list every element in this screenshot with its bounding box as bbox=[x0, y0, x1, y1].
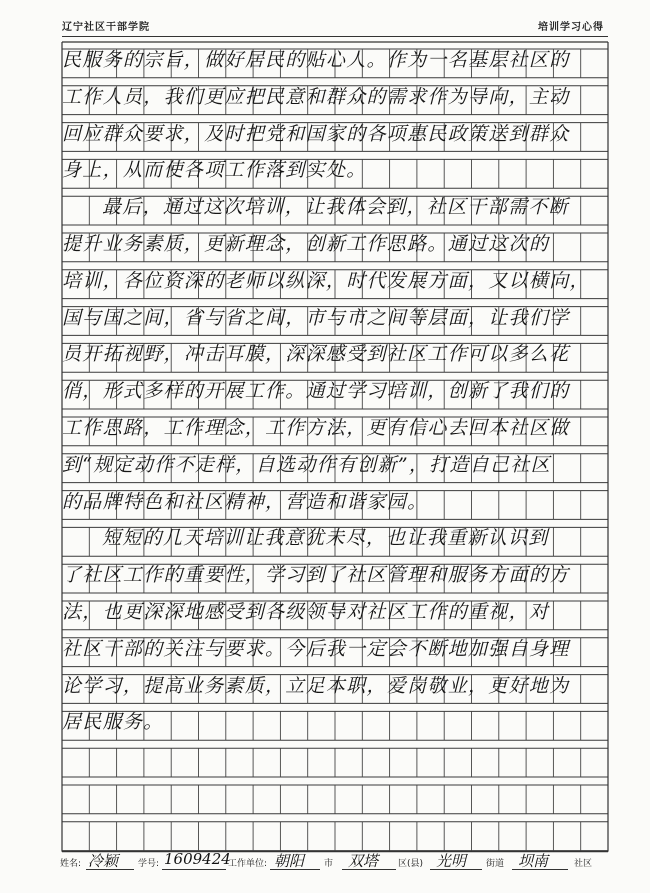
text-line: 身上，从而使各项工作落到实处。 bbox=[62, 159, 367, 182]
text-line: 了社区工作的重要性，学习到了社区管理和服务方面的方 bbox=[62, 564, 570, 587]
text-line: 国与国之间，省与省之间，市与市之间等层面，让我们学 bbox=[62, 306, 570, 329]
text-line: 社区干部的关注与要求。今后我一定会不断地加强自身理 bbox=[62, 637, 570, 660]
student-id-label: 学号: bbox=[138, 859, 160, 869]
text-line: 居民服务。 bbox=[62, 711, 164, 734]
text-line: 民服务的宗旨，做好居民的贴心人。作为一名基层社区的 bbox=[62, 49, 570, 71]
county-underline bbox=[342, 869, 396, 870]
work-unit-label: 工作单位: bbox=[228, 859, 268, 869]
text-line: 培训，各位资深的老师以纵深，时代发展方面，又以横向， bbox=[62, 269, 590, 292]
name-underline bbox=[86, 869, 134, 870]
text-line: 论学习，提高业务素质，立足本职，爱岗敬业，更好地为 bbox=[62, 674, 570, 697]
handwritten-body bbox=[62, 42, 608, 741]
text-line: 法，也更深深地感受到各级领导对社区工作的重视，对 bbox=[62, 600, 550, 623]
text-line: 工作思路，工作理念，工作方法，更有信心去回本社区做 bbox=[62, 416, 570, 439]
text-line: 员开拓视野，冲击耳膜，深深感受到社区工作可以多么花 bbox=[62, 343, 570, 366]
signature-footer bbox=[60, 850, 620, 872]
student-id-value: 1609424 bbox=[164, 850, 231, 868]
street-unit: 街道 bbox=[486, 859, 505, 869]
text-line: 短短的几天培训让我意犹未尽，也让我重新认识到 bbox=[102, 527, 549, 550]
text-line: 工作人员，我们更应把民意和群众的需求作为导向，主动 bbox=[62, 85, 570, 108]
institution-title: 辽宁社区干部学院 bbox=[62, 22, 150, 33]
city-value: 朝阳 bbox=[274, 852, 305, 870]
street-value: 光明 bbox=[436, 852, 467, 870]
document-type-title: 培训学习心得 bbox=[538, 22, 604, 33]
text-line: 回应群众要求，及时把党和国家的各项惠民政策送到群众 bbox=[62, 122, 570, 145]
name-value: 冷颖 bbox=[88, 852, 119, 870]
community-value: 坝南 bbox=[518, 852, 549, 870]
city-unit: 市 bbox=[324, 859, 334, 869]
text-line: 到“规定动作不走样，自选动作有创新”，打造自己社区 bbox=[62, 453, 551, 476]
text-line: 俏，形式多样的开展工作。通过学习培训，创新了我们的 bbox=[62, 380, 570, 403]
student-id-underline bbox=[162, 869, 226, 870]
street-underline bbox=[430, 869, 482, 870]
community-unit: 社区 bbox=[574, 859, 593, 869]
county-unit: 区(县) bbox=[398, 859, 424, 869]
text-line: 提升业务素质，更新理念，创新工作思路。通过这次的 bbox=[62, 232, 550, 255]
county-value: 双塔 bbox=[348, 852, 379, 870]
text-line: 的品牌特色和社区精神，营造和谐家园。 bbox=[62, 490, 428, 513]
name-label: 姓名: bbox=[60, 859, 82, 869]
text-line: 最后，通过这次培训，让我体会到，社区干部需不断 bbox=[102, 196, 569, 219]
community-underline bbox=[512, 869, 568, 870]
city-underline bbox=[270, 869, 320, 870]
